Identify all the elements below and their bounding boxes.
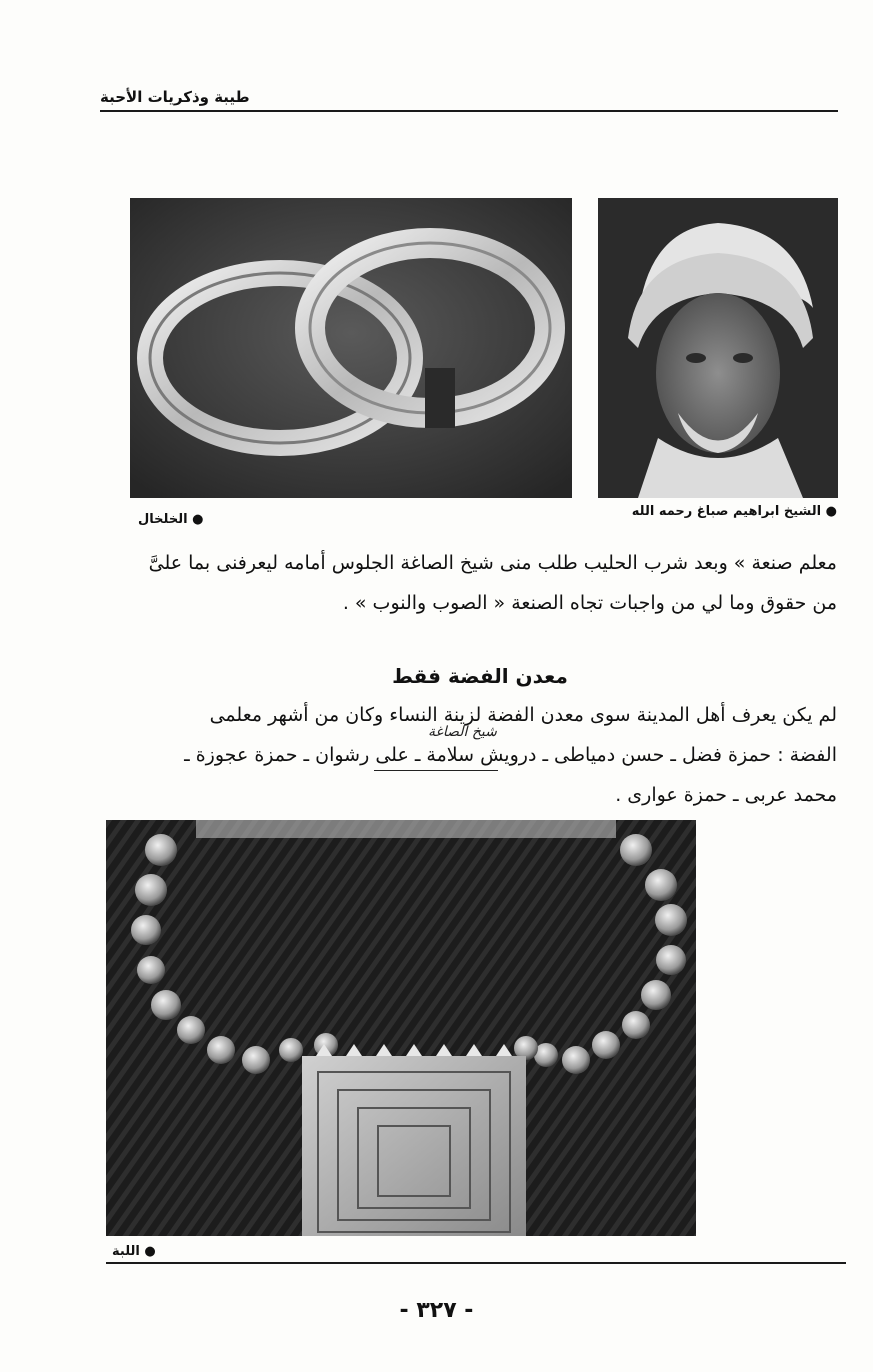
necklace-photo (106, 820, 696, 1236)
section-line2: الفضة : حمزة فضل ـ حسن دمياطى ـ درويش سلامة ـ على رشوان ـ حمزة عجوزة ـ (184, 744, 837, 766)
paragraph1-line2: من حقوق وما لي من واجبات تجاه الصنعة « الصوب والنوب » . (342, 592, 837, 614)
page-number: - ٣٢٧ - (399, 1298, 474, 1323)
section-line1: لم يكن يعرف أهل المدينة سوى معدن الفضة لزينة النساء وكان من أشهر معلمى (209, 704, 837, 726)
section-heading: معدن الفضة فقط (392, 664, 568, 688)
running-header: طيبة وذكريات الأحبة (100, 88, 250, 106)
handwritten-underline (374, 770, 498, 771)
portrait-photo (598, 198, 838, 498)
anklet-caption: ● الخلخال (138, 512, 204, 527)
footer-rule (106, 1262, 846, 1264)
anklet-photo (130, 198, 572, 498)
header-rule (100, 110, 838, 112)
paragraph1-line1: معلم صنعة » وبعد شرب الحليب طلب منى شيخ الصاغة الجلوس أمامه ليعرفنى بما علىَّ (148, 552, 837, 574)
portrait-caption: ● الشيخ ابراهيم صباغ رحمه الله (631, 504, 837, 519)
handwritten-note: شيخ الصاغة (428, 724, 497, 740)
necklace-caption: ● اللبة (112, 1244, 156, 1259)
section-line3: محمد عربى ـ حمزة عوارى . (615, 784, 837, 806)
